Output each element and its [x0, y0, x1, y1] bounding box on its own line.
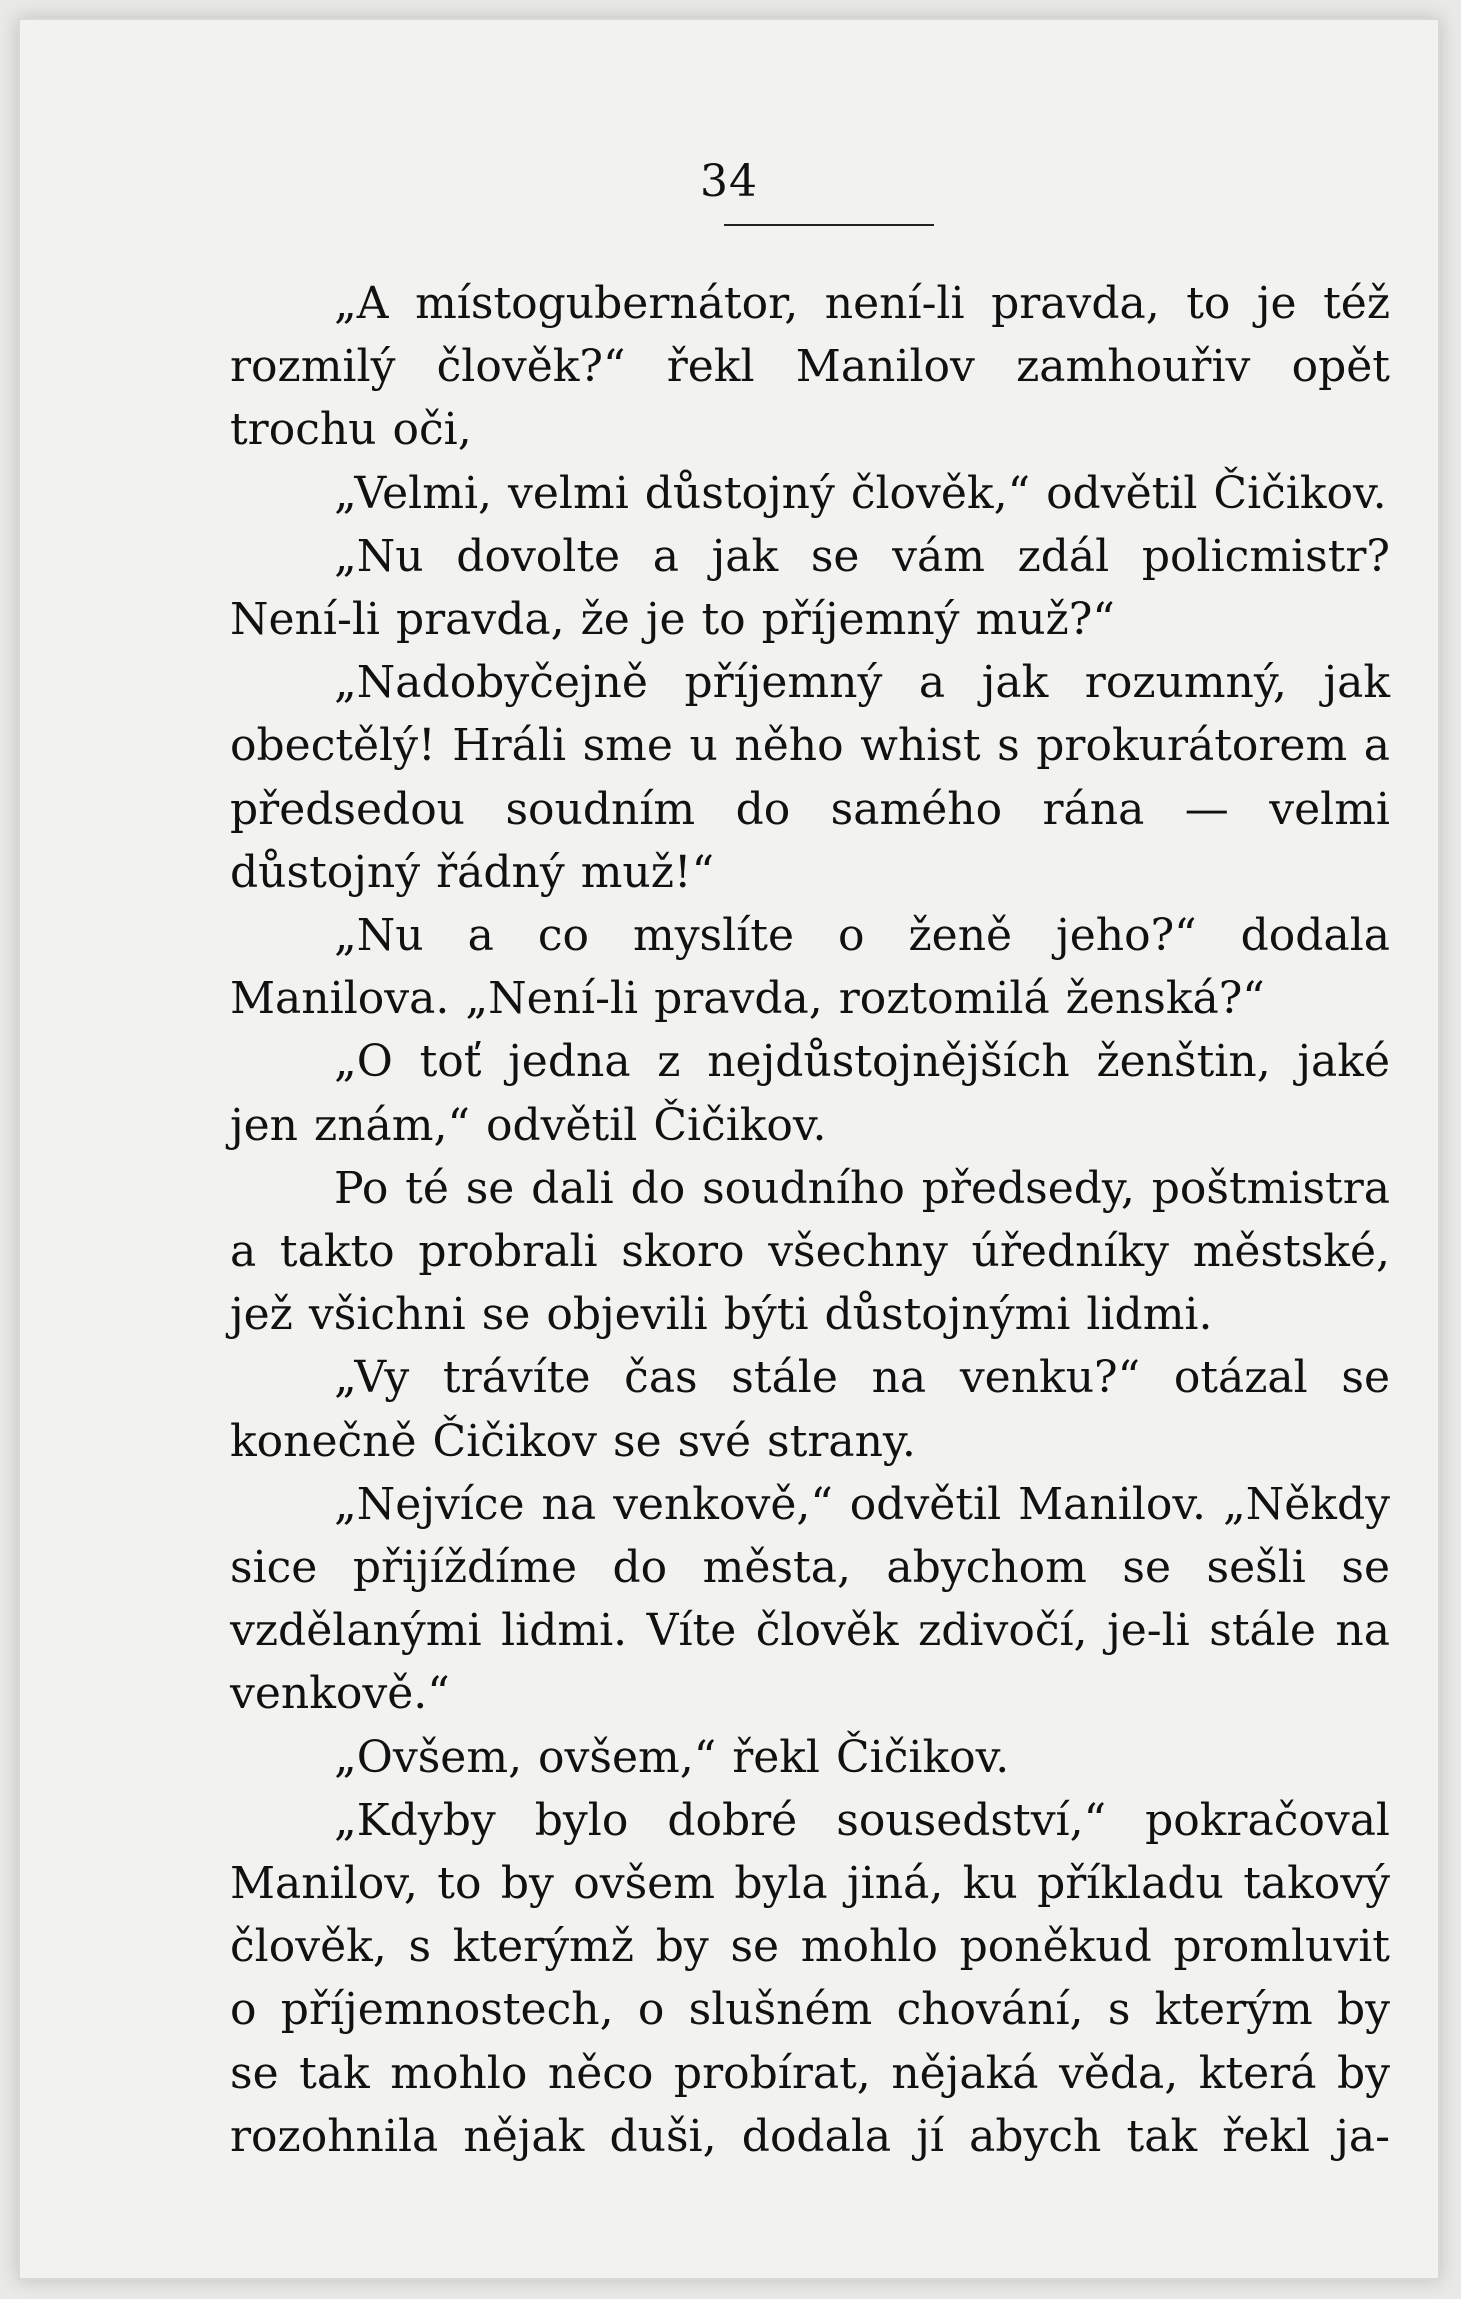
page-number: 34 [700, 156, 758, 207]
header-rule [724, 224, 934, 226]
paragraph: „O toť jedna z nejdůstojnějších ženštin, jaké jen znám,“ odvětil Čičikov. [230, 1036, 1390, 1151]
paragraph: „Vy trávíte čas stále na venku?“ otázal se konečně Čičikov se své strany. [230, 1352, 1390, 1467]
paragraph: „Ovšem, ovšem,“ řekl Čičikov. [334, 1731, 1010, 1783]
paragraph: „Nejvíce na venkově,“ odvětil Manilov. „Někdy sice přijíždíme do města, abychom se sešli se vzdělanými lidmi. Víte člověk zdivočí, je-li stále na venkově.“ [230, 1478, 1390, 1720]
paragraph: „Nadobyčejně příjemný a jak rozumný, jak obectělý! Hráli sme u něho whist s prokurátorem a předsedou soudním do samého rána — velmi důstojný řádný muž!“ [230, 657, 1390, 898]
paragraph: „Nu dovolte a jak se vám zdál policmistr? Není-li pravda, že je to příjemný muž?“ [230, 530, 1390, 646]
paragraph: „A místogubernátor, není-li pravda, to je též rozmilý člověk?“ řekl Manilov zamhouřiv opět trochu oči, [230, 278, 1390, 456]
paragraph: „Nu a co myslíte o ženě jeho?“ dodala Manilova. „Není-li pravda, roztomilá ženská?“ [230, 910, 1390, 1025]
body-text [230, 272, 1390, 2168]
paragraph: Po té se dali do soudního předsedy, poštmistra a takto probrali skoro všechny úředníky městské, jež všichni se objevili býti důstojnými lidmi. [230, 1162, 1390, 1341]
paragraph: „Kdyby bylo dobré sousedství,“ pokračoval Manilov, to by ovšem byla jiná, ku příkladu takový člověk, s kterýmž by se mohlo poněkud promluvit o příjemnostech, o slušném chování, s kterým by se tak mohlo něco probírat, nějaká věda, která by rozohnila nějak duši, dodala jí abych tak řekl ja- [230, 1794, 1390, 2162]
paragraph: „Velmi, velmi důstojný člověk,“ odvětil Čičikov. [334, 467, 1387, 519]
book-page [18, 18, 1440, 2280]
